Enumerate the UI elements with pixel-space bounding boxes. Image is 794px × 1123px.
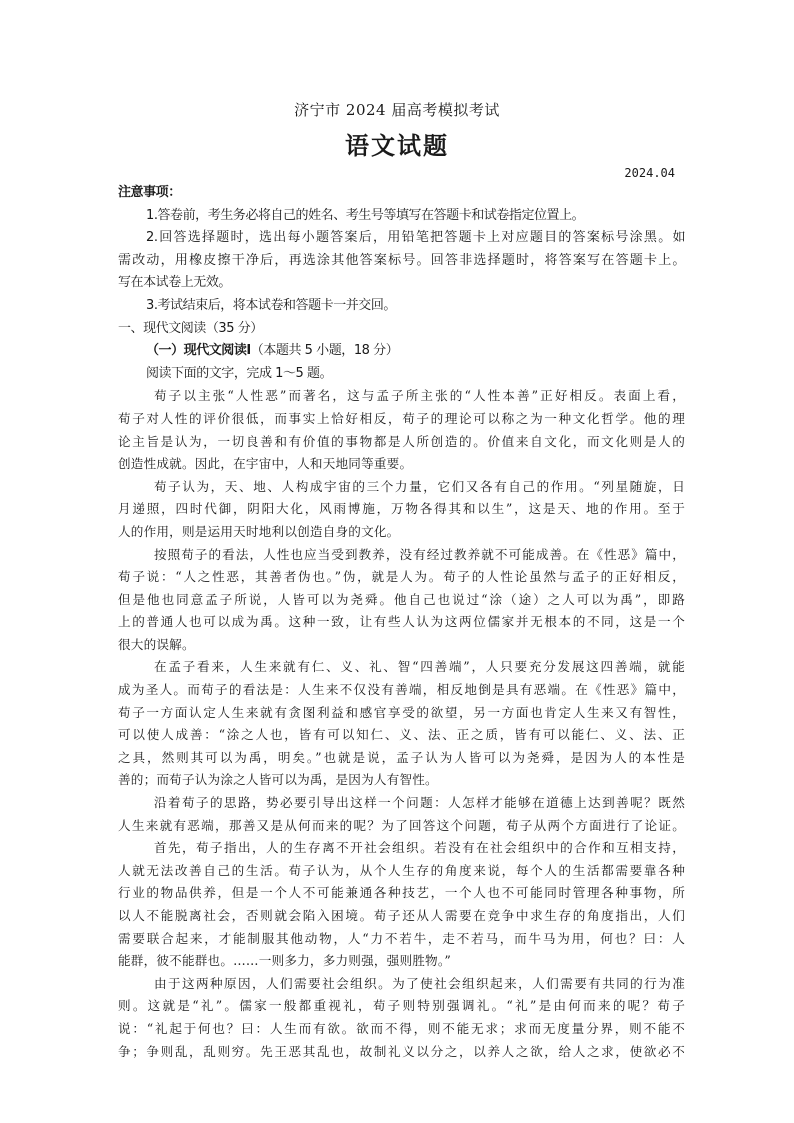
passage-line: 需要联合起来，才能制服其他动物，人“力不若牛，走不若马，而牛马为用，何也？曰：人: [118, 930, 685, 946]
passage-line: 以人不能脱离社会，否则就会陷入困境。荀子还从人需要在竞争中求生存的角度指出，人们: [118, 908, 685, 923]
subsection-heading: [118, 340, 685, 363]
passage-line: 荀子说：“人之性恶，其善者伪也。”伪，就是人为。荀子的人性论虽然与孟子的正好相反，: [118, 569, 685, 585]
exam-date: 2024.04: [624, 166, 675, 180]
notice-line: 3.考试结束后，将本试卷和答题卡一并交回。: [146, 297, 396, 313]
passage-line: 创造性成就。因此，在宇宙中，人和天地同等重要。: [118, 456, 413, 472]
passage-line: 首先，荀子指出，人的生存离不开社会组织。若没有在社会组织中的合作和互相支持，: [154, 840, 685, 856]
passage-line: 则。这就是“礼”。儒家一般都重视礼，荀子则特别强调礼。“礼”是由何而来的呢？荀子: [118, 998, 685, 1014]
subsection-info: （本题共 5 小题，18 分）: [250, 343, 399, 359]
notice-line: 1.答卷前，考生务必将自己的姓名、考生号等填写在答题卡和试卷指定位置上。: [146, 207, 585, 223]
passage-line: 论主旨是认为，一切良善和有价值的事物都是人所创造的。价值来自文化，而文化则是人的: [118, 433, 685, 449]
passage-line: 荀子认为，天、地、人构成宇宙的三个力量，它们又各有自己的作用。“列星随旋，日: [154, 478, 685, 494]
passage-line: 善的；而荀子认为涂之人皆可以为禹，是因为人有智性。: [118, 772, 438, 788]
passage-line: 按照荀子的看法，人性也应当受到教养，没有经过教养就不可能成善。在《性恶》篇中，: [154, 546, 685, 562]
passage-line: 之具，然则其可以为禹，明矣。”也就是说，孟子认为人皆可以为尧舜，是因为人的本性是: [118, 749, 685, 765]
passage-line: 荀子对人性的评价很低，而事实上恰好相反，荀子的理论可以称之为一种文化哲学。他的理: [118, 410, 685, 426]
subsection-label: （一）现代文阅读Ⅰ: [146, 343, 251, 359]
notice-line: 写在本试卷上无效。: [118, 275, 231, 291]
reading-instruction: 阅读下面的文字，完成 1～5 题。: [146, 365, 333, 381]
exam-name: 济宁市 2024 届高考模拟考试: [294, 101, 500, 119]
passage-line: 荀子一方面认定人生来就有贪图利益和感官享受的欲望，另一方面也肯定人生来又有智性，: [118, 704, 685, 720]
passage-line: 荀子以主张“人性恶”而著名，这与孟子所主张的“人性本善”正好相反。表面上看，: [154, 388, 685, 404]
passage-line: 人生来就有恶端，那善又是从何而来的呢？为了回答这个问题，荀子从两个方面进行了论证。: [118, 817, 685, 833]
passage-line: 在孟子看来，人生来就有仁、义、礼、智“四善端”，人只要充分发展这四善端，就能: [154, 659, 685, 675]
notice-block: [118, 182, 685, 385]
reading-passage: [118, 385, 685, 1063]
section-heading: 一、现代文阅读（35 分）: [118, 320, 263, 336]
passage-line: 但是他也同意孟子所说，人皆可以为尧舜。他自己也说过“涂（途）之人可以为禹”，即路: [118, 591, 685, 607]
passage-line: 争；争则乱，乱则穷。先王恶其乱也，故制礼义以分之，以养人之欲，给人之求，使欲必不: [118, 1043, 685, 1059]
passage-line: 可以使人成善：“涂之人也，皆有可以知仁、义、法、正之质，皆有可以能仁、义、法、正: [118, 727, 685, 743]
passage-line: 月递照，四时代御，阴阳大化，风雨博施，万物各得其和以生”，这是天、地的作用。至于: [118, 501, 685, 517]
notice-line: 2.回答选择题时，选出每小题答案后，用铅笔把答题卡上对应题目的答案标号涂黑。如: [146, 230, 685, 246]
passage-line: 成为圣人。而荀子的看法是：人生来不仅没有善端，相反地倒是具有恶端。在《性恶》篇中，: [118, 682, 685, 698]
passage-line: 由于这两种原因，人们需要社会组织。为了使社会组织起来，人们需要有共同的行为准: [154, 975, 685, 991]
passage-line: 说：“礼起于何也？曰：人生而有欲。欲而不得，则不能无求；求而无度量分界，则不能不: [118, 1020, 685, 1036]
passage-line: 上的普通人也可以成为禹。这种一致，让有些人认为这两位儒家并无根本的不同，这是一个: [118, 614, 685, 630]
passage-line: 人就无法改善自己的生活。荀子认为，从个人生存的角度来说，每个人的生活都需要靠各种: [118, 862, 685, 878]
passage-line: 能群，彼不能群也。……一则多力，多力则强，强则胜物。”: [118, 953, 451, 969]
passage-line: 很大的误解。: [118, 636, 195, 652]
passage-line: 沿着荀子的思路，势必要引导出这样一个问题：人怎样才能够在道德上达到善呢？既然: [154, 795, 685, 811]
subject-title: 语文试题: [345, 132, 449, 160]
passage-line: 行业的物品供养，但是一个人不可能兼通各种技艺，一个人也不可能同时管理各种事物，所: [118, 885, 685, 901]
passage-line: 人的作用，则是运用天时地利以创造自身的文化。: [118, 523, 400, 539]
exam-body: [118, 182, 685, 1063]
notice-line: 需改动，用橡皮擦干净后，再选涂其他答案标号。回答非选择题时，将答案写在答题卡上。: [118, 252, 685, 268]
notice-heading: 注意事项：: [118, 185, 181, 200]
